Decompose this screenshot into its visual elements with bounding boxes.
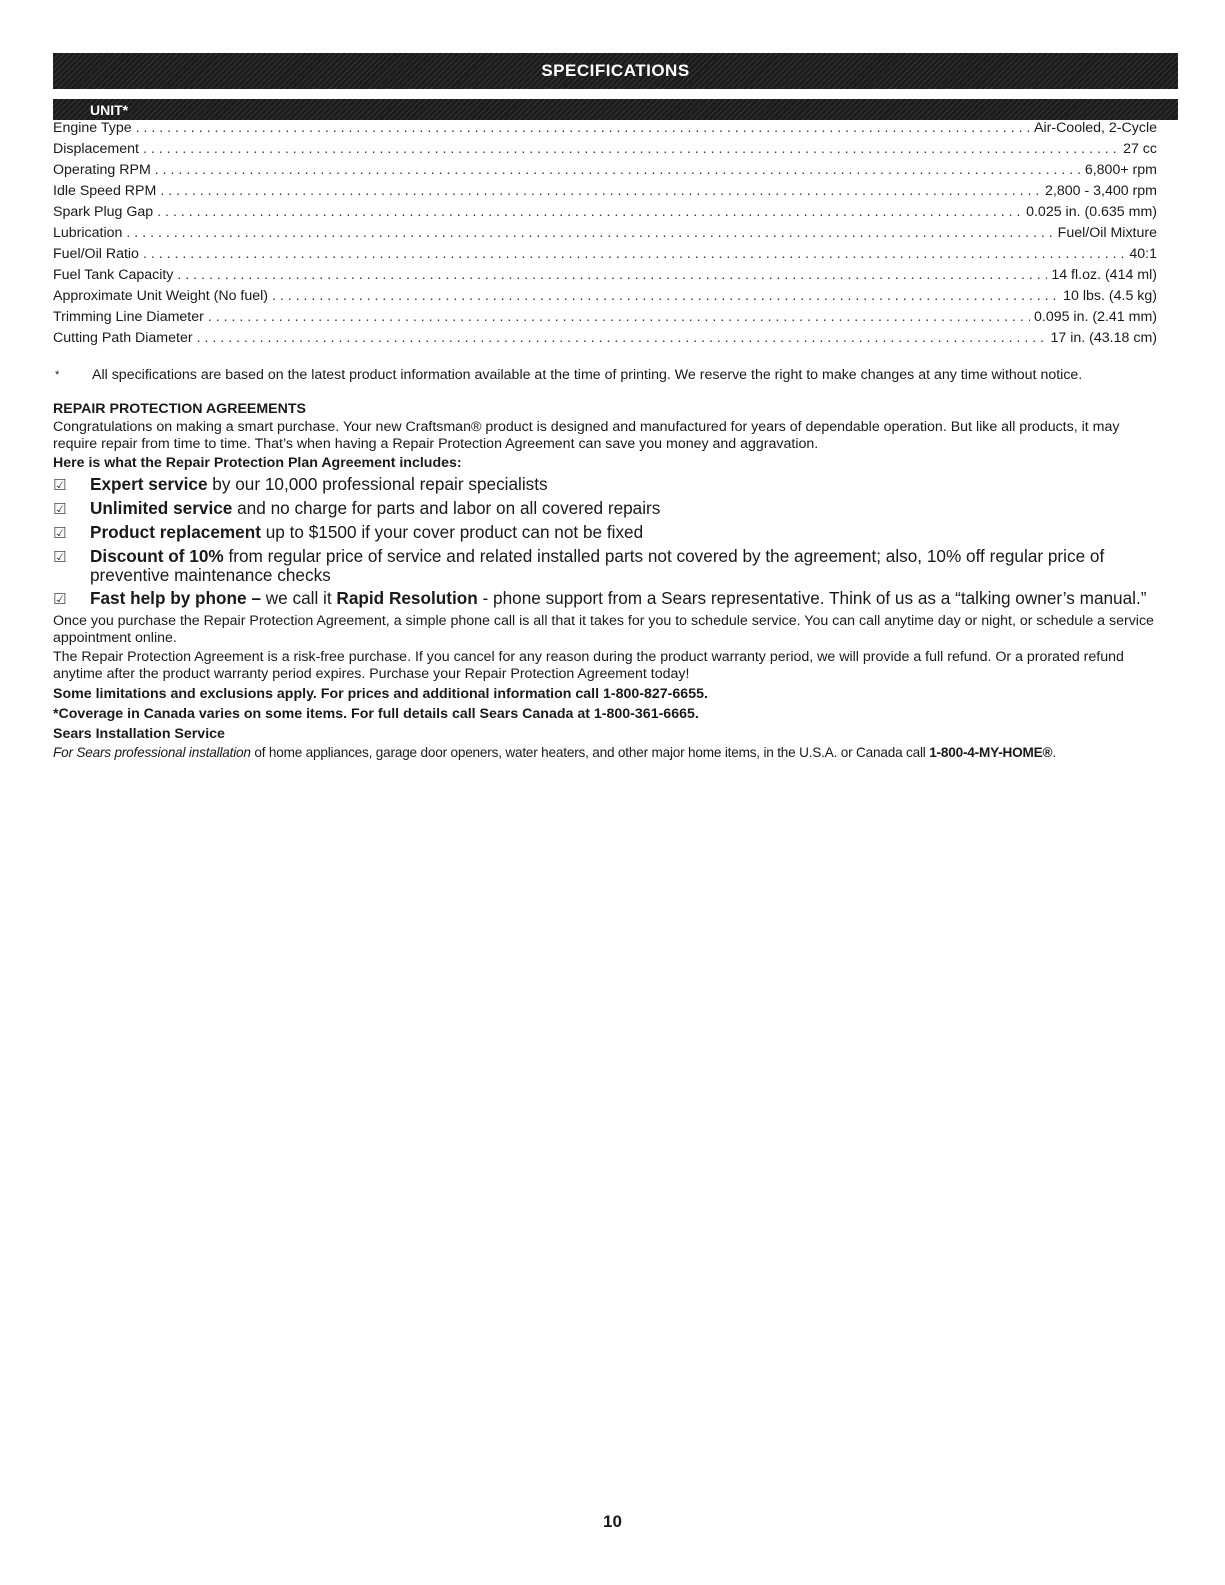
spec-value: 0.095 in. (2.41 mm) [1033, 309, 1157, 325]
spec-row [53, 183, 1157, 204]
spec-row [53, 225, 1157, 246]
spec-row [53, 267, 1157, 288]
benefit-item [53, 547, 1173, 585]
leader-dots [136, 120, 1030, 136]
page-number: 10 [603, 1512, 622, 1531]
spec-label: Displacement [53, 141, 139, 157]
specifications-title: SPECIFICATIONS [541, 61, 690, 80]
footnote-marker: * [55, 369, 60, 381]
benefits-list [53, 475, 1178, 609]
spec-value: 17 in. (43.18 cm) [1050, 330, 1157, 346]
spec-row [53, 120, 1157, 141]
leader-dots [208, 309, 1030, 325]
repair-heading: REPAIR PROTECTION AGREEMENTS [53, 401, 307, 417]
benefit-text [90, 589, 1147, 609]
leader-dots [143, 246, 1125, 262]
installation-phone: 1-800-4-MY-HOME® [929, 745, 1053, 760]
spec-value: Fuel/Oil Mixture [1057, 225, 1157, 241]
spec-label: Idle Speed RPM [53, 183, 157, 199]
benefit-detail: by our 10,000 professional repair specialists [207, 474, 548, 494]
benefit-bold: Product replacement [90, 522, 261, 542]
spec-row [53, 141, 1157, 162]
spec-row [53, 309, 1157, 330]
spec-label: Trimming Line Diameter [53, 309, 204, 325]
spec-label: Fuel Tank Capacity [53, 267, 174, 283]
spec-label: Fuel/Oil Ratio [53, 246, 139, 262]
checkbox-checked-icon: ☑ [53, 477, 67, 494]
document-page [53, 53, 1178, 760]
spec-label: Approximate Unit Weight (No fuel) [53, 288, 269, 304]
specifications-table [53, 120, 1157, 351]
spec-value: 14 fl.oz. (414 ml) [1051, 267, 1157, 283]
checkbox-checked-icon: ☑ [53, 525, 67, 542]
spec-value: 6,800+ rpm [1084, 162, 1157, 178]
benefit-detail: - phone support from a Sears representative. Think of us as a “talking owner’s manual.” [477, 588, 1147, 608]
specifications-header [53, 53, 1178, 89]
checkbox-checked-icon: ☑ [53, 591, 67, 608]
installation-italic: For Sears professional installation [53, 745, 251, 760]
benefit-item [53, 589, 1173, 609]
spec-value: 2,800 - 3,400 rpm [1045, 183, 1157, 199]
benefit-bold: Unlimited service [90, 498, 233, 518]
limitations-notice: Some limitations and exclusions apply. For prices and additional information call 1-800-827-6655. [53, 686, 708, 702]
leader-dots [177, 267, 1047, 283]
installation-body: of home appliances, garage door openers, water heaters, and other major home items, in the U.S.A. or Canada call [250, 745, 930, 760]
leader-dots [155, 162, 1081, 178]
unit-title: UNIT* [90, 101, 129, 118]
benefit-text [90, 547, 1173, 585]
repair-subheading: Here is what the Repair Protection Plan Agreement includes: [53, 455, 462, 471]
spec-label: Spark Plug Gap [53, 204, 154, 220]
spec-row [53, 330, 1157, 351]
repair-intro: Congratulations on making a smart purchase. Your new Craftsman® product is designed and manufactured for years of dependable operation. But like all products, it may require repair from time to time. That’s when having a Repair Protection Agreement can save you money and aggravation. [53, 419, 1120, 452]
spec-value: 10 lbs. (4.5 kg) [1063, 288, 1157, 304]
spec-value: 40:1 [1129, 246, 1157, 262]
spec-label: Lubrication [53, 225, 123, 241]
spec-label: Cutting Path Diameter [53, 330, 193, 346]
benefit-bold: Rapid Resolution [336, 588, 478, 608]
benefit-text [90, 475, 548, 495]
specifications-footnote [53, 367, 1163, 384]
leader-dots [272, 288, 1059, 304]
benefit-item [53, 499, 1173, 519]
leader-dots [157, 204, 1022, 220]
benefit-text [90, 499, 660, 519]
benefit-detail: and no charge for parts and labor on all covered repairs [232, 498, 661, 518]
benefit-detail: we call it [260, 588, 337, 608]
footnote-text: All specifications are based on the latest product information available at the time of printing. We reserve the right to make changes at any time without notice. [92, 367, 1083, 383]
spec-row [53, 204, 1157, 225]
leader-dots [126, 225, 1053, 241]
spec-label: Engine Type [53, 120, 132, 136]
benefit-text [90, 523, 643, 543]
benefit-item [53, 475, 1173, 495]
installation-heading: Sears Installation Service [53, 726, 225, 742]
leader-dots [160, 183, 1041, 199]
spec-row [53, 288, 1157, 309]
repair-paragraph-refund: The Repair Protection Agreement is a risk-free purchase. If you cancel for any reason during the product warranty period, we will provide a full refund. Or a prorated refund anytime after the product warranty period expires. Purchase your Repair Protection Agreement today! [53, 649, 1124, 682]
unit-subheader [53, 99, 1178, 120]
leader-dots [143, 141, 1119, 157]
benefit-bold: Fast help by phone – [90, 588, 261, 608]
spec-label: Operating RPM [53, 162, 151, 178]
benefit-detail: from regular price of service and related installed parts not covered by the agreement; also, 10% off regular price of preventive maintenance checks [90, 546, 1105, 585]
benefit-item [53, 523, 1173, 543]
spec-row [53, 246, 1157, 267]
installation-text [53, 745, 1178, 760]
spec-value: Air-Cooled, 2-Cycle [1034, 120, 1157, 136]
checkbox-checked-icon: ☑ [53, 501, 67, 518]
spec-value: 27 cc [1123, 141, 1157, 157]
spec-value: 0.025 in. (0.635 mm) [1026, 204, 1157, 220]
benefit-bold: Expert service [90, 474, 208, 494]
benefit-bold: Discount of 10% [90, 546, 224, 566]
benefit-detail: up to $1500 if your cover product can not be fixed [260, 522, 644, 542]
checkbox-checked-icon: ☑ [53, 549, 67, 566]
repair-paragraph-schedule: Once you purchase the Repair Protection Agreement, a simple phone call is all that it takes for you to schedule service. You can call anytime day or night, or schedule a service appointment online. [53, 613, 1154, 646]
canada-coverage-notice: *Coverage in Canada varies on some items. For full details call Sears Canada at 1-800-361-6665. [53, 706, 699, 722]
installation-end: . [1052, 745, 1056, 760]
leader-dots [197, 330, 1047, 346]
spec-row [53, 162, 1157, 183]
